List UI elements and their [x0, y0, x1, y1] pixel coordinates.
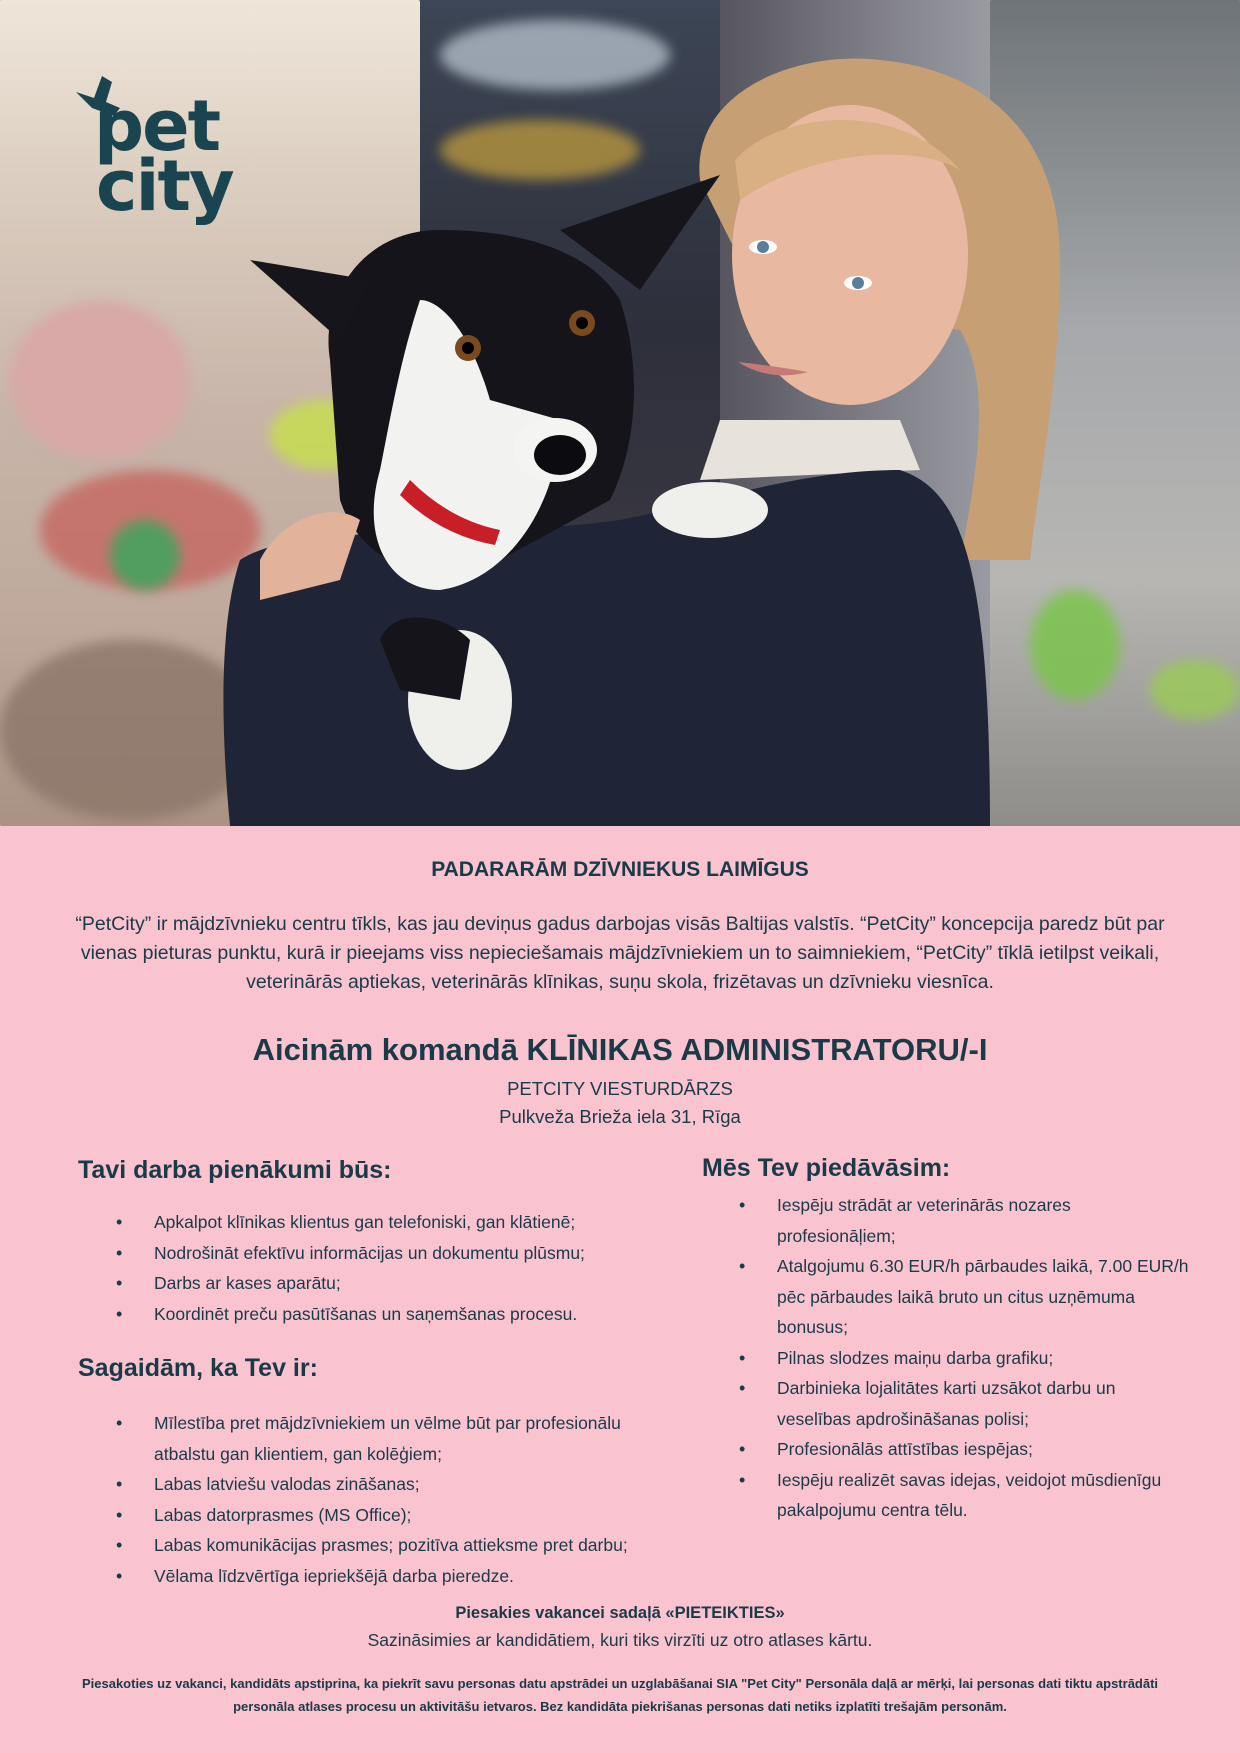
list-item: • Iespēju strādāt ar veterinārās nozares profesionāļiem; — [739, 1190, 1189, 1251]
list-item: • Labas latviešu valodas zināšanas; — [116, 1469, 686, 1500]
apply-heading: Piesakies vakancei sadaļā «PIETEIKTIES» — [455, 1604, 785, 1622]
list-item: • Vēlama līdzvērtīga iepriekšējā darba pieredze. — [116, 1561, 686, 1592]
hero-photo — [0, 0, 1240, 826]
list-item: • Darbs ar kases aparātu; — [116, 1268, 676, 1299]
job-address: Pulkveža Brieža iela 31, Rīga — [499, 1106, 741, 1127]
duties-heading: Tavi darba pienākumi būs: — [78, 1156, 392, 1184]
job-location: PETCITY VIESTURDĀRZS — [507, 1078, 733, 1099]
list-item: • Mīlestība pret mājdzīvniekiem un vēlme būt par profesionālu atbalstu gan klientiem, gan kolēģiem; — [116, 1408, 686, 1469]
list-item: • Koordinēt preču pasūtīšanas un saņemšanas procesu. — [116, 1299, 676, 1330]
list-item: • Labas komunikācijas prasmes; pozitīva attieksme pret darbu; — [116, 1530, 686, 1561]
logo-text-city: city — [96, 145, 233, 227]
list-item: • Apkalpot klīnikas klientus gan telefoniski, gan klātienē; — [116, 1207, 676, 1238]
logo-text-pet: pet — [94, 85, 220, 167]
data-consent-notice: Piesakoties uz vakanci, kandidāts apstiprina, ka piekrīt savu personas datu apstrādei un uzglabāšanai SIA "Pet City" Personāla daļā ar mērķi, lai personas dati tiktu apstrādāti personāla atlases procesu un aktivitāšu ietvaros. Bez kandidāta piekrišanas personas dati netiks izplatīti trešajām personām. — [81, 1676, 1159, 1714]
list-item: • Darbinieka lojalitātes karti uzsākot darbu un veselības apdrošināšanas polisi; — [739, 1373, 1189, 1434]
requirements-heading: Sagaidām, ka Tev ir: — [78, 1354, 318, 1382]
list-item: • Profesionālās attīstības iespējas; — [739, 1434, 1189, 1465]
tagline: PADARARĀM DZĪVNIEKUS LAIMĪGUS — [431, 858, 809, 881]
list-item: • Labas datorprasmes (MS Office); — [116, 1500, 686, 1531]
offers-list — [739, 1190, 1189, 1526]
list-item: • Pilnas slodzes maiņu darba grafiku; — [739, 1343, 1189, 1374]
list-item: • Atalgojumu 6.30 EUR/h pārbaudes laikā, 7.00 EUR/h pēc pārbaudes laikā bruto un citus uzņēmuma bonusus; — [739, 1251, 1189, 1343]
requirements-list — [116, 1408, 686, 1591]
duties-list — [116, 1207, 676, 1329]
petcity-logo — [72, 72, 242, 242]
intro-paragraph: “PetCity” ir mājdzīvnieku centru tīkls, kas jau deviņus gadus darbojas visās Baltijas valstīs. “PetCity” koncepcija paredz būt par vienas pieturas punktu, kurā ir pieejams viss nepieciešamais mājdzīvniekiem un to saimniekiem, “PetCity” tīklā ietilpst veikali, veterinārās aptiekas, veterinārās klīnikas, suņu skola, frizētavas un dzīvnieku viesnīca. — [75, 913, 1165, 993]
list-item: • Iespēju realizēt savas idejas, veidojot mūsdienīgu pakalpojumu centra tēlu. — [739, 1465, 1189, 1526]
apply-note: Sazināsimies ar kandidātiem, kuri tiks virzīti uz otro atlases kārtu. — [367, 1630, 873, 1650]
list-item: • Nodrošināt efektīvu informācijas un dokumentu plūsmu; — [116, 1238, 676, 1269]
job-title: Aicinām komandā KLĪNIKAS ADMINISTRATORU/-I — [252, 1032, 988, 1067]
offers-heading: Mēs Tev piedāvāsim: — [702, 1154, 951, 1182]
